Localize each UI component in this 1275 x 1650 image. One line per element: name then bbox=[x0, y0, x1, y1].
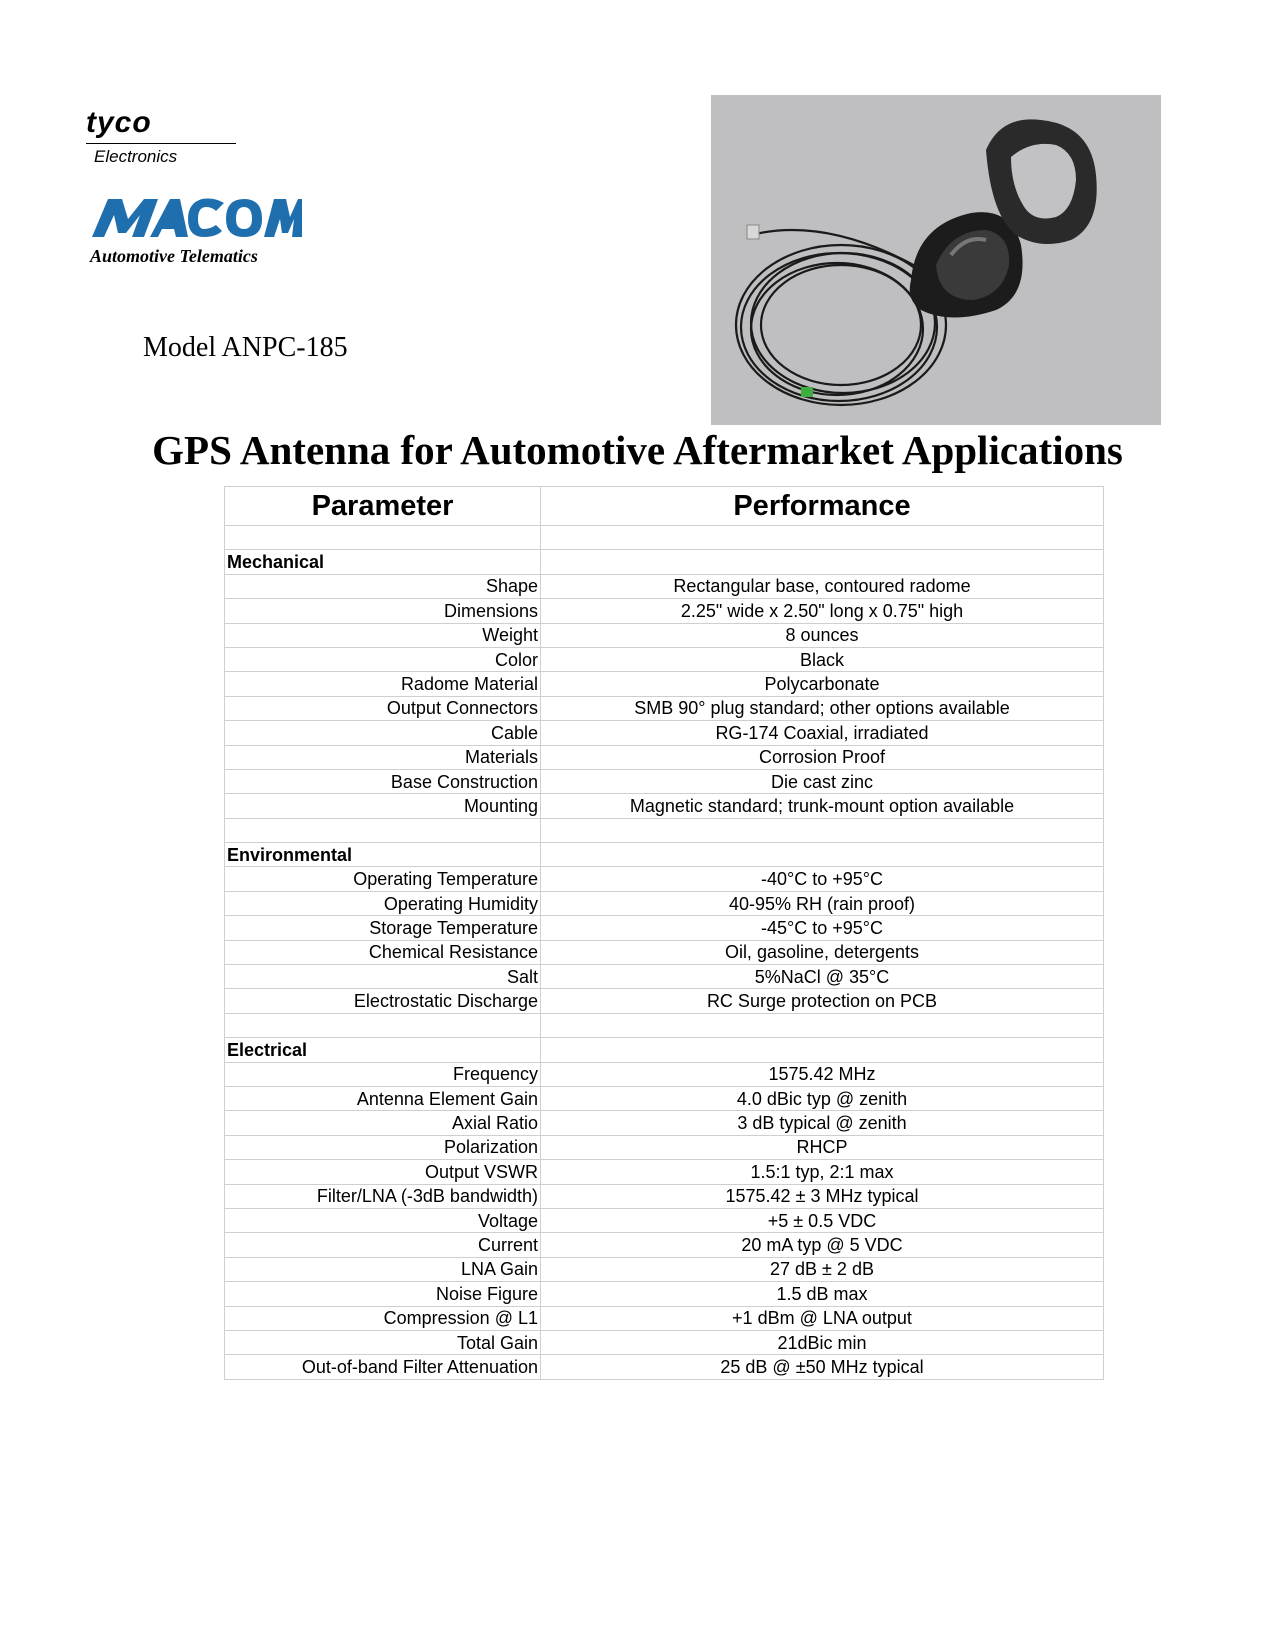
parameter-cell: Operating Humidity bbox=[225, 891, 541, 915]
performance-cell: RC Surge protection on PCB bbox=[541, 989, 1104, 1013]
tyco-wordmark: tyco bbox=[86, 106, 152, 139]
performance-cell: 3 dB typical @ zenith bbox=[541, 1111, 1104, 1135]
parameter-cell: Axial Ratio bbox=[225, 1111, 541, 1135]
section-blank-cell bbox=[541, 843, 1104, 867]
table-header-row bbox=[225, 487, 1104, 526]
table-row bbox=[225, 1086, 1104, 1110]
performance-cell: Black bbox=[541, 647, 1104, 671]
spacer-cell bbox=[225, 818, 541, 842]
spacer-cell bbox=[541, 1013, 1104, 1037]
performance-cell: 25 dB @ ±50 MHz typical bbox=[541, 1355, 1104, 1379]
macom-logo bbox=[92, 193, 302, 243]
table-row bbox=[225, 867, 1104, 891]
table-row bbox=[225, 989, 1104, 1013]
performance-cell: 2.25" wide x 2.50" long x 0.75" high bbox=[541, 599, 1104, 623]
parameter-cell: Current bbox=[225, 1233, 541, 1257]
performance-cell: +5 ± 0.5 VDC bbox=[541, 1208, 1104, 1232]
spacer-cell bbox=[225, 526, 541, 550]
performance-cell: 40-95% RH (rain proof) bbox=[541, 891, 1104, 915]
table-row bbox=[225, 940, 1104, 964]
parameter-cell: Color bbox=[225, 647, 541, 671]
performance-cell: Die cast zinc bbox=[541, 769, 1104, 793]
parameter-cell: Radome Material bbox=[225, 672, 541, 696]
parameter-cell: Total Gain bbox=[225, 1330, 541, 1354]
performance-cell: 1575.42 ± 3 MHz typical bbox=[541, 1184, 1104, 1208]
parameter-cell: Out-of-band Filter Attenuation bbox=[225, 1355, 541, 1379]
performance-cell: -45°C to +95°C bbox=[541, 916, 1104, 940]
table-row bbox=[225, 1184, 1104, 1208]
spec-table bbox=[224, 486, 1104, 1380]
parameter-cell: Chemical Resistance bbox=[225, 940, 541, 964]
spacer-row bbox=[225, 526, 1104, 550]
performance-cell: RHCP bbox=[541, 1135, 1104, 1159]
model-number: Model ANPC-185 bbox=[143, 332, 348, 363]
performance-cell: 27 dB ± 2 dB bbox=[541, 1257, 1104, 1281]
spacer-row bbox=[225, 1013, 1104, 1037]
parameter-cell: Dimensions bbox=[225, 599, 541, 623]
performance-cell: 21dBic min bbox=[541, 1330, 1104, 1354]
section-blank-cell bbox=[541, 1038, 1104, 1062]
parameter-cell: Frequency bbox=[225, 1062, 541, 1086]
parameter-cell: Materials bbox=[225, 745, 541, 769]
table-row bbox=[225, 1160, 1104, 1184]
table-row bbox=[225, 1257, 1104, 1281]
table-row bbox=[225, 1282, 1104, 1306]
table-row bbox=[225, 1135, 1104, 1159]
performance-cell: Polycarbonate bbox=[541, 672, 1104, 696]
parameter-cell: Output Connectors bbox=[225, 696, 541, 720]
performance-cell: Magnetic standard; trunk-mount option available bbox=[541, 794, 1104, 818]
parameter-cell: Output VSWR bbox=[225, 1160, 541, 1184]
parameter-cell: Electrostatic Discharge bbox=[225, 989, 541, 1013]
table-row bbox=[225, 574, 1104, 598]
section-title: Electrical bbox=[225, 1038, 541, 1062]
performance-cell: 1575.42 MHz bbox=[541, 1062, 1104, 1086]
parameter-cell: Shape bbox=[225, 574, 541, 598]
spacer-row bbox=[225, 818, 1104, 842]
parameter-cell: Salt bbox=[225, 965, 541, 989]
section-blank-cell bbox=[541, 550, 1104, 574]
performance-cell: +1 dBm @ LNA output bbox=[541, 1306, 1104, 1330]
table-row bbox=[225, 647, 1104, 671]
spacer-cell bbox=[225, 1013, 541, 1037]
table-row bbox=[225, 916, 1104, 940]
tagline: Automotive Telematics bbox=[90, 246, 258, 266]
section-row bbox=[225, 1038, 1104, 1062]
parameter-cell: Polarization bbox=[225, 1135, 541, 1159]
performance-cell: 4.0 dBic typ @ zenith bbox=[541, 1086, 1104, 1110]
parameter-cell: LNA Gain bbox=[225, 1257, 541, 1281]
table-row bbox=[225, 1111, 1104, 1135]
table-row bbox=[225, 1306, 1104, 1330]
parameter-cell: Cable bbox=[225, 721, 541, 745]
parameter-cell: Weight bbox=[225, 623, 541, 647]
parameter-cell: Filter/LNA (-3dB bandwidth) bbox=[225, 1184, 541, 1208]
section-row bbox=[225, 550, 1104, 574]
performance-cell: SMB 90° plug standard; other options available bbox=[541, 696, 1104, 720]
performance-cell: Rectangular base, contoured radome bbox=[541, 574, 1104, 598]
parameter-cell: Noise Figure bbox=[225, 1282, 541, 1306]
performance-cell: RG-174 Coaxial, irradiated bbox=[541, 721, 1104, 745]
performance-cell: -40°C to +95°C bbox=[541, 867, 1104, 891]
electronics-wordmark: Electronics bbox=[94, 147, 178, 166]
table-row bbox=[225, 1208, 1104, 1232]
table-row bbox=[225, 965, 1104, 989]
table-row bbox=[225, 1233, 1104, 1257]
performance-cell: 8 ounces bbox=[541, 623, 1104, 647]
parameter-cell: Storage Temperature bbox=[225, 916, 541, 940]
logo-rule bbox=[86, 143, 236, 144]
table-row bbox=[225, 745, 1104, 769]
table-row bbox=[225, 794, 1104, 818]
spacer-cell bbox=[541, 818, 1104, 842]
parameter-cell: Operating Temperature bbox=[225, 867, 541, 891]
parameter-cell: Base Construction bbox=[225, 769, 541, 793]
table-row bbox=[225, 672, 1104, 696]
parameter-cell: Mounting bbox=[225, 794, 541, 818]
table-row bbox=[225, 623, 1104, 647]
performance-cell: 20 mA typ @ 5 VDC bbox=[541, 1233, 1104, 1257]
parameter-cell: Compression @ L1 bbox=[225, 1306, 541, 1330]
header-performance: Performance bbox=[541, 487, 1104, 526]
performance-cell: 1.5 dB max bbox=[541, 1282, 1104, 1306]
table-row bbox=[225, 696, 1104, 720]
section-row bbox=[225, 843, 1104, 867]
performance-cell: Oil, gasoline, detergents bbox=[541, 940, 1104, 964]
table-row bbox=[225, 721, 1104, 745]
table-row bbox=[225, 599, 1104, 623]
section-title: Environmental bbox=[225, 843, 541, 867]
page-headline: GPS Antenna for Automotive Aftermarket Applications bbox=[152, 427, 1123, 473]
table-row bbox=[225, 1062, 1104, 1086]
header-parameter: Parameter bbox=[225, 487, 541, 526]
performance-cell: 5%NaCl @ 35°C bbox=[541, 965, 1104, 989]
performance-cell: 1.5:1 typ, 2:1 max bbox=[541, 1160, 1104, 1184]
table-row bbox=[225, 1330, 1104, 1354]
parameter-cell: Antenna Element Gain bbox=[225, 1086, 541, 1110]
table-row bbox=[225, 1355, 1104, 1379]
product-photo bbox=[711, 95, 1161, 425]
performance-cell: Corrosion Proof bbox=[541, 745, 1104, 769]
parameter-cell: Voltage bbox=[225, 1208, 541, 1232]
tyco-electronics-logo bbox=[86, 108, 236, 168]
spec-table-body bbox=[225, 526, 1104, 1380]
section-title: Mechanical bbox=[225, 550, 541, 574]
table-row bbox=[225, 891, 1104, 915]
table-row bbox=[225, 769, 1104, 793]
spacer-cell bbox=[541, 526, 1104, 550]
